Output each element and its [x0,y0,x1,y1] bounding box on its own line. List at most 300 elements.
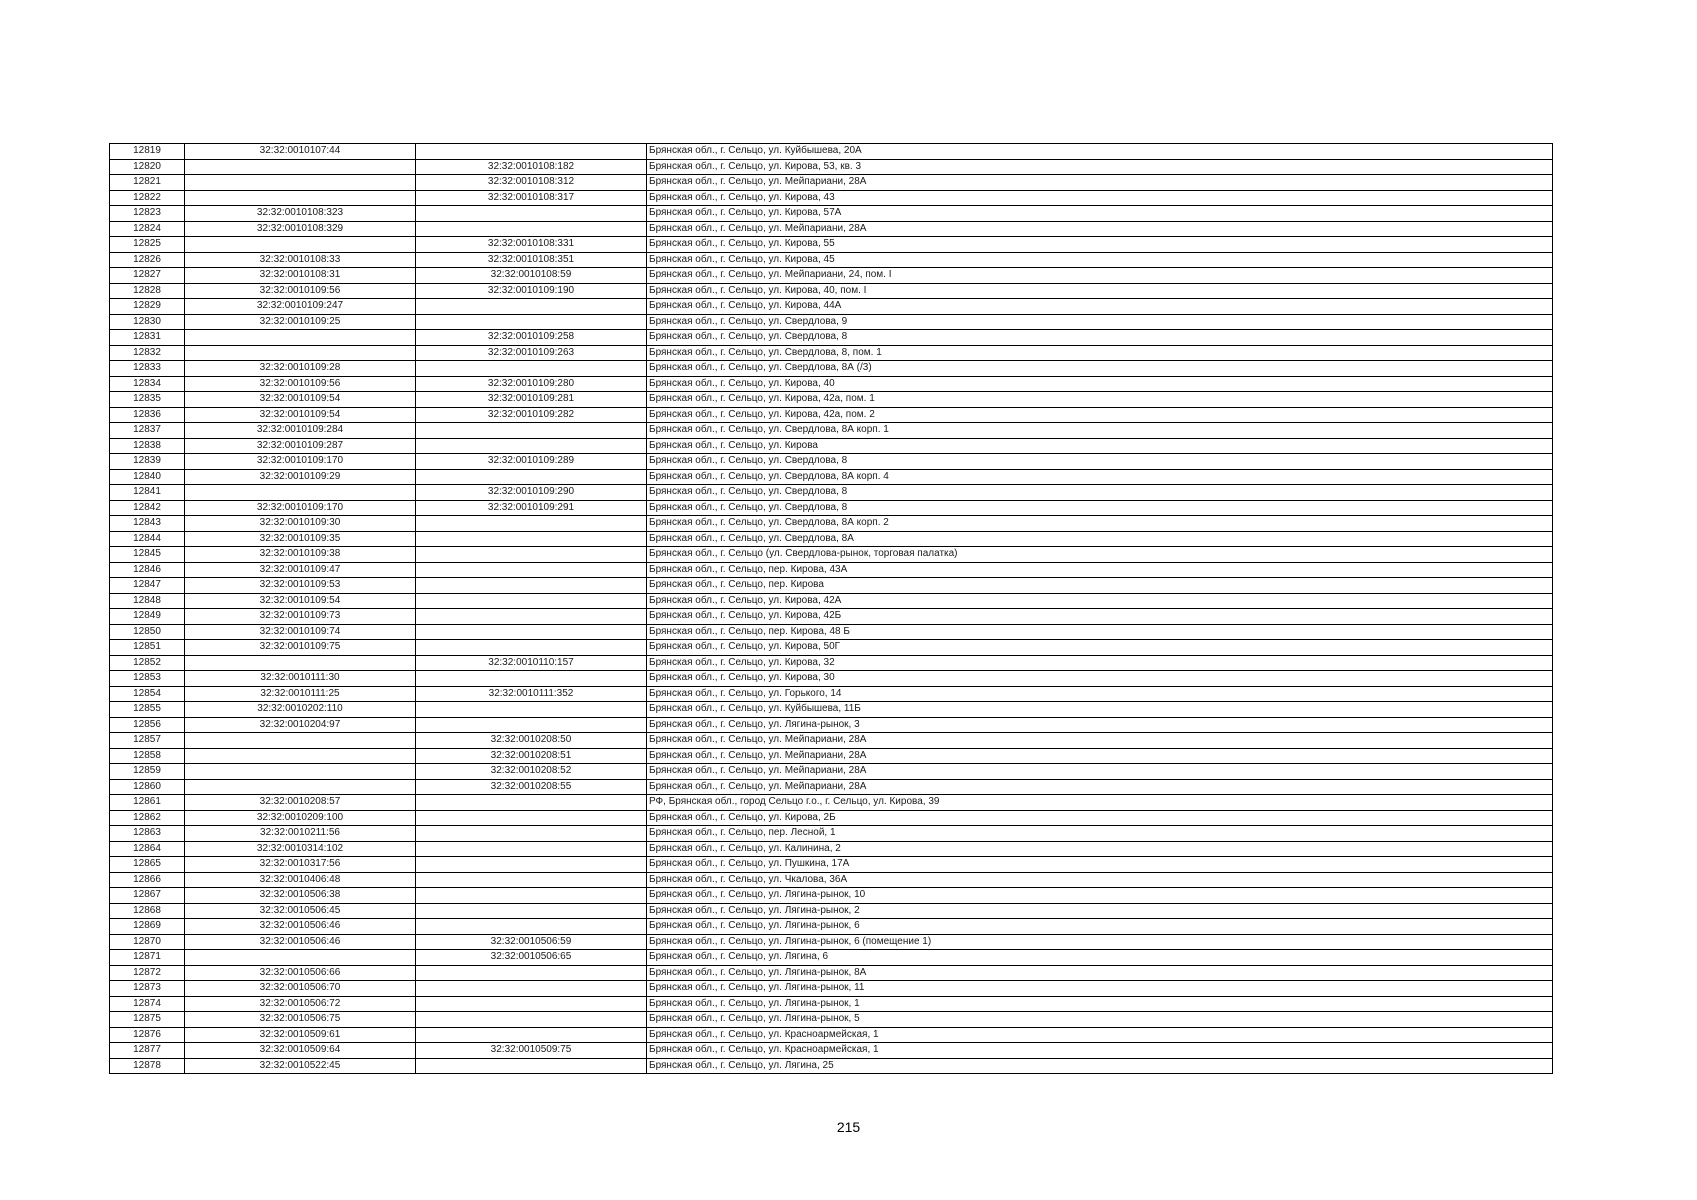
row-number-cell: 12829 [110,299,185,315]
address-cell: Брянская обл., г. Сельцо, ул. Чкалова, 36А [647,872,1553,888]
cadastral-number-cell: 32:32:0010506:70 [185,981,416,997]
address-cell: Брянская обл., г. Сельцо, ул. Кирова, 32 [647,655,1553,671]
table-row [110,593,1553,609]
address-cell: Брянская обл., г. Сельцо, ул. Свердлова, 8А [647,531,1553,547]
row-number-cell: 12854 [110,686,185,702]
address-cell: Брянская обл., г. Сельцо, ул. Лягина-рынок, 5 [647,1012,1553,1028]
related-cadastral-number-cell [416,919,647,935]
cadastral-number-cell: 32:32:0010506:45 [185,903,416,919]
page-number: 215 [836,1119,861,1135]
related-cadastral-number-cell: 32:32:0010208:50 [416,733,647,749]
table-row [110,888,1553,904]
cadastral-number-cell [185,748,416,764]
table-row [110,407,1553,423]
address-cell: Брянская обл., г. Сельцо, ул. Свердлова, 8А корп. 4 [647,469,1553,485]
cadastral-number-cell [185,237,416,253]
table-row [110,562,1553,578]
address-cell: Брянская обл., г. Сельцо, ул. Кирова, 44А [647,299,1553,315]
address-cell: Брянская обл., г. Сельцо, ул. Свердлова, 8 [647,330,1553,346]
cadastral-number-cell: 32:32:0010109:73 [185,609,416,625]
cadastral-number-cell: 32:32:0010109:54 [185,392,416,408]
cadastral-number-cell [185,159,416,175]
table-row [110,903,1553,919]
cadastral-number-cell [185,950,416,966]
cadastral-number-cell: 32:32:0010107:44 [185,144,416,160]
address-cell: Брянская обл., г. Сельцо, ул. Мейпариани, 28А [647,779,1553,795]
address-cell: Брянская обл., г. Сельцо (ул. Свердлова-рынок, торговая палатка) [647,547,1553,563]
cadastral-number-cell: 32:32:0010506:46 [185,919,416,935]
related-cadastral-number-cell [416,1058,647,1074]
address-cell: Брянская обл., г. Сельцо, ул. Свердлова, 8 [647,454,1553,470]
row-number-cell: 12834 [110,376,185,392]
table-row [110,531,1553,547]
cadastral-number-cell: 32:32:0010109:54 [185,593,416,609]
row-number-cell: 12847 [110,578,185,594]
row-number-cell: 12832 [110,345,185,361]
cadastral-number-cell [185,330,416,346]
address-cell: Брянская обл., г. Сельцо, ул. Кирова [647,438,1553,454]
related-cadastral-number-cell: 32:32:0010109:190 [416,283,647,299]
row-number-cell: 12851 [110,640,185,656]
address-cell: Брянская обл., г. Сельцо, ул. Кирова, 55 [647,237,1553,253]
cadastral-number-cell: 32:32:0010111:25 [185,686,416,702]
row-number-cell: 12877 [110,1043,185,1059]
row-number-cell: 12853 [110,671,185,687]
cadastral-number-cell: 32:32:0010109:53 [185,578,416,594]
related-cadastral-number-cell: 32:32:0010109:290 [416,485,647,501]
table-row [110,159,1553,175]
address-cell: Брянская обл., г. Сельцо, ул. Лягина-рынок, 2 [647,903,1553,919]
address-cell: Брянская обл., г. Сельцо, ул. Мейпариани, 28А [647,733,1553,749]
related-cadastral-number-cell [416,221,647,237]
row-number-cell: 12819 [110,144,185,160]
table-row [110,1058,1553,1074]
related-cadastral-number-cell [416,903,647,919]
row-number-cell: 12865 [110,857,185,873]
registry-table [109,143,1553,1074]
related-cadastral-number-cell [416,857,647,873]
cadastral-number-cell: 32:32:0010506:46 [185,934,416,950]
row-number-cell: 12862 [110,810,185,826]
address-cell: Брянская обл., г. Сельцо, пер. Лесной, 1 [647,826,1553,842]
address-cell: Брянская обл., г. Сельцо, ул. Кирова, 50Г [647,640,1553,656]
row-number-cell: 12848 [110,593,185,609]
table-row [110,919,1553,935]
table-row [110,237,1553,253]
table-row [110,826,1553,842]
related-cadastral-number-cell [416,562,647,578]
related-cadastral-number-cell [416,640,647,656]
row-number-cell: 12835 [110,392,185,408]
table-row [110,345,1553,361]
cadastral-number-cell: 32:32:0010109:74 [185,624,416,640]
address-cell: Брянская обл., г. Сельцо, пер. Кирова [647,578,1553,594]
table-row [110,299,1553,315]
cadastral-number-cell: 32:32:0010109:35 [185,531,416,547]
cadastral-number-cell: 32:32:0010209:100 [185,810,416,826]
table-row [110,438,1553,454]
related-cadastral-number-cell [416,206,647,222]
address-cell: Брянская обл., г. Сельцо, ул. Лягина-рынок, 6 (помещение 1) [647,934,1553,950]
cadastral-number-cell: 32:32:0010108:33 [185,252,416,268]
cadastral-number-cell: 32:32:0010509:64 [185,1043,416,1059]
table-row [110,500,1553,516]
address-cell: Брянская обл., г. Сельцо, ул. Лягина-рынок, 8А [647,965,1553,981]
address-cell: Брянская обл., г. Сельцо, ул. Мейпариани, 28А [647,221,1553,237]
address-cell: Брянская обл., г. Сельцо, ул. Свердлова, 9 [647,314,1553,330]
related-cadastral-number-cell [416,423,647,439]
table-row [110,454,1553,470]
row-number-cell: 12872 [110,965,185,981]
row-number-cell: 12867 [110,888,185,904]
cadastral-number-cell: 32:32:0010108:31 [185,268,416,284]
related-cadastral-number-cell: 32:32:0010208:51 [416,748,647,764]
row-number-cell: 12856 [110,717,185,733]
related-cadastral-number-cell: 32:32:0010109:263 [416,345,647,361]
related-cadastral-number-cell [416,547,647,563]
row-number-cell: 12850 [110,624,185,640]
address-cell: Брянская обл., г. Сельцо, ул. Свердлова, 8, пом. 1 [647,345,1553,361]
related-cadastral-number-cell [416,841,647,857]
table-row [110,857,1553,873]
address-cell: Брянская обл., г. Сельцо, ул. Кирова, 42Б [647,609,1553,625]
table-row [110,206,1553,222]
related-cadastral-number-cell [416,1012,647,1028]
related-cadastral-number-cell [416,981,647,997]
address-cell: Брянская обл., г. Сельцо, ул. Горького, 14 [647,686,1553,702]
cadastral-number-cell: 32:32:0010108:323 [185,206,416,222]
cadastral-number-cell: 32:32:0010108:329 [185,221,416,237]
table-row [110,175,1553,191]
address-cell: Брянская обл., г. Сельцо, ул. Пушкина, 17А [647,857,1553,873]
address-cell: Брянская обл., г. Сельцо, ул. Лягина-рынок, 1 [647,996,1553,1012]
related-cadastral-number-cell [416,531,647,547]
address-cell: Брянская обл., г. Сельцо, ул. Мейпариани, 28А [647,764,1553,780]
row-number-cell: 12864 [110,841,185,857]
related-cadastral-number-cell [416,996,647,1012]
table-row [110,252,1553,268]
row-number-cell: 12830 [110,314,185,330]
row-number-cell: 12858 [110,748,185,764]
related-cadastral-number-cell: 32:32:0010109:258 [416,330,647,346]
table-row [110,640,1553,656]
address-cell: Брянская обл., г. Сельцо, ул. Мейпариани, 28А [647,748,1553,764]
row-number-cell: 12859 [110,764,185,780]
row-number-cell: 12869 [110,919,185,935]
related-cadastral-number-cell: 32:32:0010108:317 [416,190,647,206]
address-cell: Брянская обл., г. Сельцо, ул. Кирова, 42а, пом. 2 [647,407,1553,423]
related-cadastral-number-cell: 32:32:0010109:282 [416,407,647,423]
related-cadastral-number-cell: 32:32:0010109:291 [416,500,647,516]
table-row [110,671,1553,687]
row-number-cell: 12846 [110,562,185,578]
related-cadastral-number-cell: 32:32:0010111:352 [416,686,647,702]
registry-table-body [110,144,1553,1074]
cadastral-number-cell: 32:32:0010109:30 [185,516,416,532]
row-number-cell: 12857 [110,733,185,749]
related-cadastral-number-cell [416,826,647,842]
related-cadastral-number-cell [416,795,647,811]
address-cell: Брянская обл., г. Сельцо, ул. Кирова, 40 [647,376,1553,392]
address-cell: Брянская обл., г. Сельцо, ул. Свердлова, 8 [647,500,1553,516]
table-row [110,779,1553,795]
cadastral-number-cell [185,345,416,361]
address-cell: Брянская обл., г. Сельцо, ул. Лягина-рынок, 11 [647,981,1553,997]
row-number-cell: 12863 [110,826,185,842]
cadastral-number-cell [185,175,416,191]
address-cell: Брянская обл., г. Сельцо, ул. Лягина-рынок, 10 [647,888,1553,904]
cadastral-number-cell: 32:32:0010406:48 [185,872,416,888]
cadastral-number-cell: 32:32:0010202:110 [185,702,416,718]
related-cadastral-number-cell [416,609,647,625]
row-number-cell: 12821 [110,175,185,191]
cadastral-number-cell: 32:32:0010506:72 [185,996,416,1012]
table-row [110,392,1553,408]
row-number-cell: 12870 [110,934,185,950]
table-row [110,981,1553,997]
row-number-cell: 12831 [110,330,185,346]
row-number-cell: 12852 [110,655,185,671]
table-row [110,764,1553,780]
row-number-cell: 12838 [110,438,185,454]
address-cell: Брянская обл., г. Сельцо, ул. Красноармейская, 1 [647,1027,1553,1043]
table-row [110,934,1553,950]
related-cadastral-number-cell: 32:32:0010109:289 [416,454,647,470]
address-cell: Брянская обл., г. Сельцо, ул. Кирова, 53, кв. 3 [647,159,1553,175]
related-cadastral-number-cell [416,438,647,454]
related-cadastral-number-cell [416,516,647,532]
address-cell: Брянская обл., г. Сельцо, ул. Лягина-рынок, 3 [647,717,1553,733]
related-cadastral-number-cell [416,810,647,826]
row-number-cell: 12820 [110,159,185,175]
row-number-cell: 12843 [110,516,185,532]
cadastral-number-cell: 32:32:0010506:75 [185,1012,416,1028]
row-number-cell: 12822 [110,190,185,206]
address-cell: Брянская обл., г. Сельцо, ул. Кирова, 30 [647,671,1553,687]
row-number-cell: 12825 [110,237,185,253]
cadastral-number-cell: 32:32:0010509:61 [185,1027,416,1043]
related-cadastral-number-cell [416,593,647,609]
address-cell: Брянская обл., г. Сельцо, ул. Кирова, 42А [647,593,1553,609]
row-number-cell: 12871 [110,950,185,966]
address-cell: Брянская обл., г. Сельцо, ул. Свердлова, 8А (/3) [647,361,1553,377]
cadastral-number-cell [185,733,416,749]
row-number-cell: 12840 [110,469,185,485]
cadastral-number-cell: 32:32:0010109:247 [185,299,416,315]
cadastral-number-cell: 32:32:0010109:170 [185,454,416,470]
cadastral-number-cell: 32:32:0010111:30 [185,671,416,687]
related-cadastral-number-cell: 32:32:0010109:281 [416,392,647,408]
table-row [110,361,1553,377]
table-row [110,330,1553,346]
related-cadastral-number-cell [416,144,647,160]
table-row [110,996,1553,1012]
table-row [110,268,1553,284]
row-number-cell: 12845 [110,547,185,563]
cadastral-number-cell [185,764,416,780]
address-cell: Брянская обл., г. Сельцо, ул. Красноармейская, 1 [647,1043,1553,1059]
cadastral-number-cell: 32:32:0010211:56 [185,826,416,842]
related-cadastral-number-cell: 32:32:0010506:65 [416,950,647,966]
row-number-cell: 12860 [110,779,185,795]
related-cadastral-number-cell [416,872,647,888]
cadastral-number-cell: 32:32:0010314:102 [185,841,416,857]
related-cadastral-number-cell: 32:32:0010208:55 [416,779,647,795]
cadastral-number-cell: 32:32:0010208:57 [185,795,416,811]
address-cell: Брянская обл., г. Сельцо, ул. Свердлова, 8 [647,485,1553,501]
table-row [110,1043,1553,1059]
related-cadastral-number-cell: 32:32:0010108:312 [416,175,647,191]
table-row [110,485,1553,501]
cadastral-number-cell: 32:32:0010506:66 [185,965,416,981]
address-cell: Брянская обл., г. Сельцо, ул. Калинина, 2 [647,841,1553,857]
row-number-cell: 12839 [110,454,185,470]
row-number-cell: 12861 [110,795,185,811]
table-row [110,314,1553,330]
table-row [110,965,1553,981]
cadastral-number-cell: 32:32:0010109:75 [185,640,416,656]
row-number-cell: 12878 [110,1058,185,1074]
row-number-cell: 12827 [110,268,185,284]
row-number-cell: 12837 [110,423,185,439]
table-row [110,578,1553,594]
address-cell: Брянская обл., г. Сельцо, ул. Кирова, 40, пом. I [647,283,1553,299]
related-cadastral-number-cell [416,671,647,687]
cadastral-number-cell: 32:32:0010506:38 [185,888,416,904]
address-cell: Брянская обл., г. Сельцо, ул. Куйбышева, 11Б [647,702,1553,718]
row-number-cell: 12873 [110,981,185,997]
table-row [110,190,1553,206]
cadastral-number-cell: 32:32:0010317:56 [185,857,416,873]
cadastral-number-cell [185,485,416,501]
cadastral-number-cell: 32:32:0010109:38 [185,547,416,563]
table-row [110,283,1553,299]
related-cadastral-number-cell [416,361,647,377]
address-cell: Брянская обл., г. Сельцо, ул. Лягина, 6 [647,950,1553,966]
cadastral-number-cell: 32:32:0010109:29 [185,469,416,485]
table-row [110,702,1553,718]
related-cadastral-number-cell: 32:32:0010109:280 [416,376,647,392]
table-row [110,423,1553,439]
related-cadastral-number-cell: 32:32:0010506:59 [416,934,647,950]
row-number-cell: 12868 [110,903,185,919]
related-cadastral-number-cell: 32:32:0010108:59 [416,268,647,284]
address-cell: Брянская обл., г. Сельцо, ул. Кирова, 45 [647,252,1553,268]
table-row [110,469,1553,485]
table-row [110,221,1553,237]
table-row [110,609,1553,625]
table-row [110,748,1553,764]
related-cadastral-number-cell [416,702,647,718]
address-cell: Брянская обл., г. Сельцо, ул. Кирова, 2Б [647,810,1553,826]
row-number-cell: 12823 [110,206,185,222]
cadastral-number-cell: 32:32:0010109:284 [185,423,416,439]
address-cell: Брянская обл., г. Сельцо, пер. Кирова, 48 Б [647,624,1553,640]
table-row [110,733,1553,749]
row-number-cell: 12849 [110,609,185,625]
related-cadastral-number-cell [416,1027,647,1043]
row-number-cell: 12828 [110,283,185,299]
address-cell: Брянская обл., г. Сельцо, ул. Кирова, 42а, пом. 1 [647,392,1553,408]
table-row [110,547,1553,563]
cadastral-number-cell: 32:32:0010109:54 [185,407,416,423]
address-cell: Брянская обл., г. Сельцо, ул. Свердлова, 8А корп. 2 [647,516,1553,532]
table-row [110,1027,1553,1043]
related-cadastral-number-cell: 32:32:0010108:182 [416,159,647,175]
cadastral-number-cell: 32:32:0010204:97 [185,717,416,733]
related-cadastral-number-cell [416,469,647,485]
table-row [110,795,1553,811]
related-cadastral-number-cell [416,299,647,315]
related-cadastral-number-cell [416,314,647,330]
address-cell: Брянская обл., г. Сельцо, ул. Мейпариани, 28А [647,175,1553,191]
related-cadastral-number-cell [416,717,647,733]
row-number-cell: 12842 [110,500,185,516]
row-number-cell: 12876 [110,1027,185,1043]
cadastral-number-cell: 32:32:0010109:287 [185,438,416,454]
cadastral-number-cell: 32:32:0010109:170 [185,500,416,516]
cadastral-number-cell [185,190,416,206]
table-row [110,841,1553,857]
address-cell: Брянская обл., г. Сельцо, ул. Куйбышева, 20А [647,144,1553,160]
address-cell: РФ, Брянская обл., город Сельцо г.о., г. Сельцо, ул. Кирова, 39 [647,795,1553,811]
cadastral-number-cell: 32:32:0010522:45 [185,1058,416,1074]
related-cadastral-number-cell [416,965,647,981]
related-cadastral-number-cell [416,578,647,594]
related-cadastral-number-cell: 32:32:0010110:157 [416,655,647,671]
cadastral-number-cell: 32:32:0010109:56 [185,376,416,392]
row-number-cell: 12824 [110,221,185,237]
address-cell: Брянская обл., г. Сельцо, ул. Кирова, 43 [647,190,1553,206]
address-cell: Брянская обл., г. Сельцо, пер. Кирова, 43А [647,562,1553,578]
cadastral-number-cell [185,779,416,795]
table-row [110,872,1553,888]
row-number-cell: 12875 [110,1012,185,1028]
table-row [110,950,1553,966]
table-row [110,717,1553,733]
related-cadastral-number-cell: 32:32:0010208:52 [416,764,647,780]
address-cell: Брянская обл., г. Сельцо, ул. Мейпариани, 24, пом. I [647,268,1553,284]
row-number-cell: 12844 [110,531,185,547]
related-cadastral-number-cell [416,624,647,640]
cadastral-number-cell: 32:32:0010109:47 [185,562,416,578]
related-cadastral-number-cell: 32:32:0010108:351 [416,252,647,268]
related-cadastral-number-cell: 32:32:0010509:75 [416,1043,647,1059]
cadastral-number-cell: 32:32:0010109:28 [185,361,416,377]
related-cadastral-number-cell [416,888,647,904]
table-row [110,144,1553,160]
row-number-cell: 12836 [110,407,185,423]
row-number-cell: 12841 [110,485,185,501]
table-row [110,810,1553,826]
address-cell: Брянская обл., г. Сельцо, ул. Кирова, 57А [647,206,1553,222]
table-row [110,686,1553,702]
related-cadastral-number-cell: 32:32:0010108:331 [416,237,647,253]
table-row [110,655,1553,671]
row-number-cell: 12826 [110,252,185,268]
address-cell: Брянская обл., г. Сельцо, ул. Свердлова, 8А корп. 1 [647,423,1553,439]
cadastral-number-cell [185,655,416,671]
row-number-cell: 12874 [110,996,185,1012]
address-cell: Брянская обл., г. Сельцо, ул. Лягина-рынок, 6 [647,919,1553,935]
table-row [110,624,1553,640]
table-row [110,376,1553,392]
table-row [110,516,1553,532]
cadastral-number-cell: 32:32:0010109:25 [185,314,416,330]
table-row [110,1012,1553,1028]
row-number-cell: 12855 [110,702,185,718]
row-number-cell: 12866 [110,872,185,888]
